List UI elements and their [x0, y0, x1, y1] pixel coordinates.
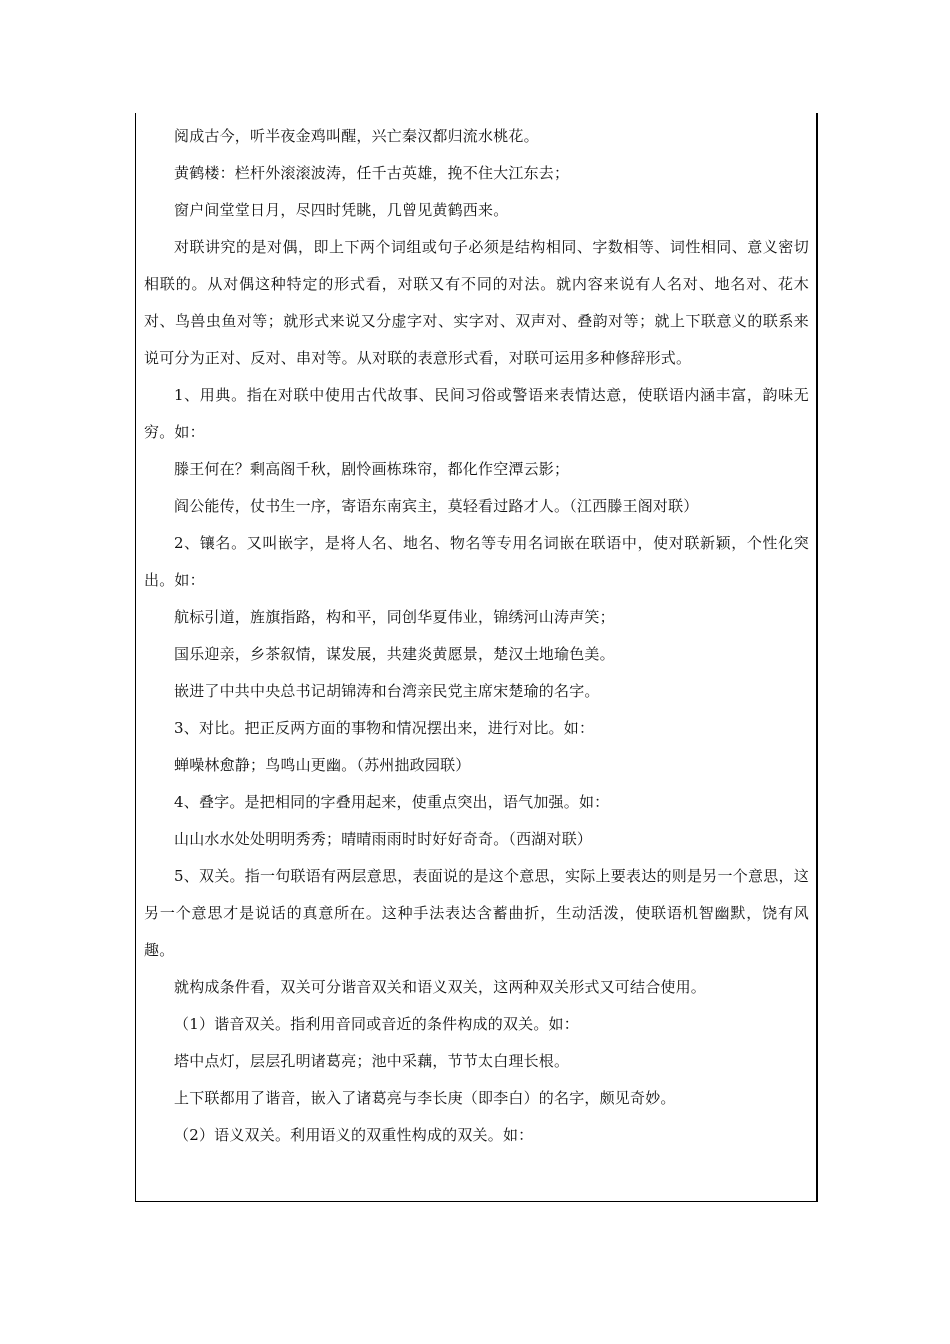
paragraph: （1）谐音双关。指利用音同或音近的条件构成的双关。如： [174, 1015, 579, 1033]
paragraph: 滕王何在？剩高阁千秋，剧怜画栋珠帘，都化作空潭云影； [174, 460, 570, 478]
paragraph: 阅成古今，听半夜金鸡叫醒，兴亡秦汉都归流水桃花。 [174, 127, 539, 145]
document-body [144, 118, 809, 1154]
paragraph: 4、叠字。是把相同的字叠用起来，使重点突出，语气加强。如： [174, 793, 610, 811]
paragraph: 阎公能传，仗书生一序，寄语东南宾主，莫轻看过路才人。（江西滕王阁对联） [174, 497, 699, 515]
paragraph: 塔中点灯，层层孔明诸葛亮；池中采藕，节节太白理长根。 [174, 1052, 570, 1070]
paragraph: 蝉噪林愈静；鸟鸣山更幽。（苏州拙政园联） [174, 756, 471, 774]
paragraph: 窗户间堂堂日月，尽四时凭眺，几曾见黄鹤西来。 [174, 201, 509, 219]
paragraph: （2）语义双关。利用语义的双重性构成的双关。如： [174, 1126, 534, 1144]
paragraph: 5、双关。指一句联语有两层意思，表面说的是这个意思，实际上要表达的则是另一个意思，这另一个意思才是说话的真意所在。这种手法表达含蓄曲折，生动活泼，使联语机智幽默，饶有风趣。 [144, 867, 809, 959]
paragraph: 上下联都用了谐音，嵌入了诸葛亮与李长庚（即李白）的名字，颇见奇妙。 [174, 1089, 676, 1107]
paragraph: 嵌进了中共中央总书记胡锦涛和台湾亲民党主席宋楚瑜的名字。 [174, 682, 600, 700]
paragraph: 就构成条件看，双关可分谐音双关和语义双关，这两种双关形式又可结合使用。 [174, 978, 707, 996]
paragraph: 对联讲究的是对偶，即上下两个词组或句子必须是结构相同、字数相等、词性相同、意义密切相联的。从对偶这种特定的形式看，对联又有不同的对法。就内容来说有人名对、地名对、花木对、鸟兽虫鱼对等；就形式来说又分虚字对、实字对、双声对、叠韵对等；就上下联意义的联系来说可分为正对、反对、串对等。从对联的表意形式看，对联可运用多种修辞形式。 [144, 238, 809, 367]
paragraph: 国乐迎亲，乡茶叙情，谋发展，共建炎黄愿景，楚汉土地瑜色美。 [174, 645, 615, 663]
paragraph: 3、对比。把正反两方面的事物和情况摆出来，进行对比。如： [174, 719, 595, 737]
paragraph: 黄鹤楼：栏杆外滚滚波涛，任千古英雄，挽不住大江东去； [174, 164, 570, 182]
paragraph: 1、用典。指在对联中使用古代故事、民间习俗或警语来表情达意，使联语内涵丰富，韵味无穷。如： [144, 386, 809, 441]
paragraph: 2、镶名。又叫嵌字，是将人名、地名、物名等专用名词嵌在联语中，使对联新颖，个性化突出。如： [144, 534, 809, 589]
paragraph: 航标引道，旌旗指路，构和平，同创华夏伟业，锦绣河山涛声笑； [174, 608, 615, 626]
paragraph: 山山水水处处明明秀秀；晴晴雨雨时时好好奇奇。（西湖对联） [174, 830, 593, 848]
